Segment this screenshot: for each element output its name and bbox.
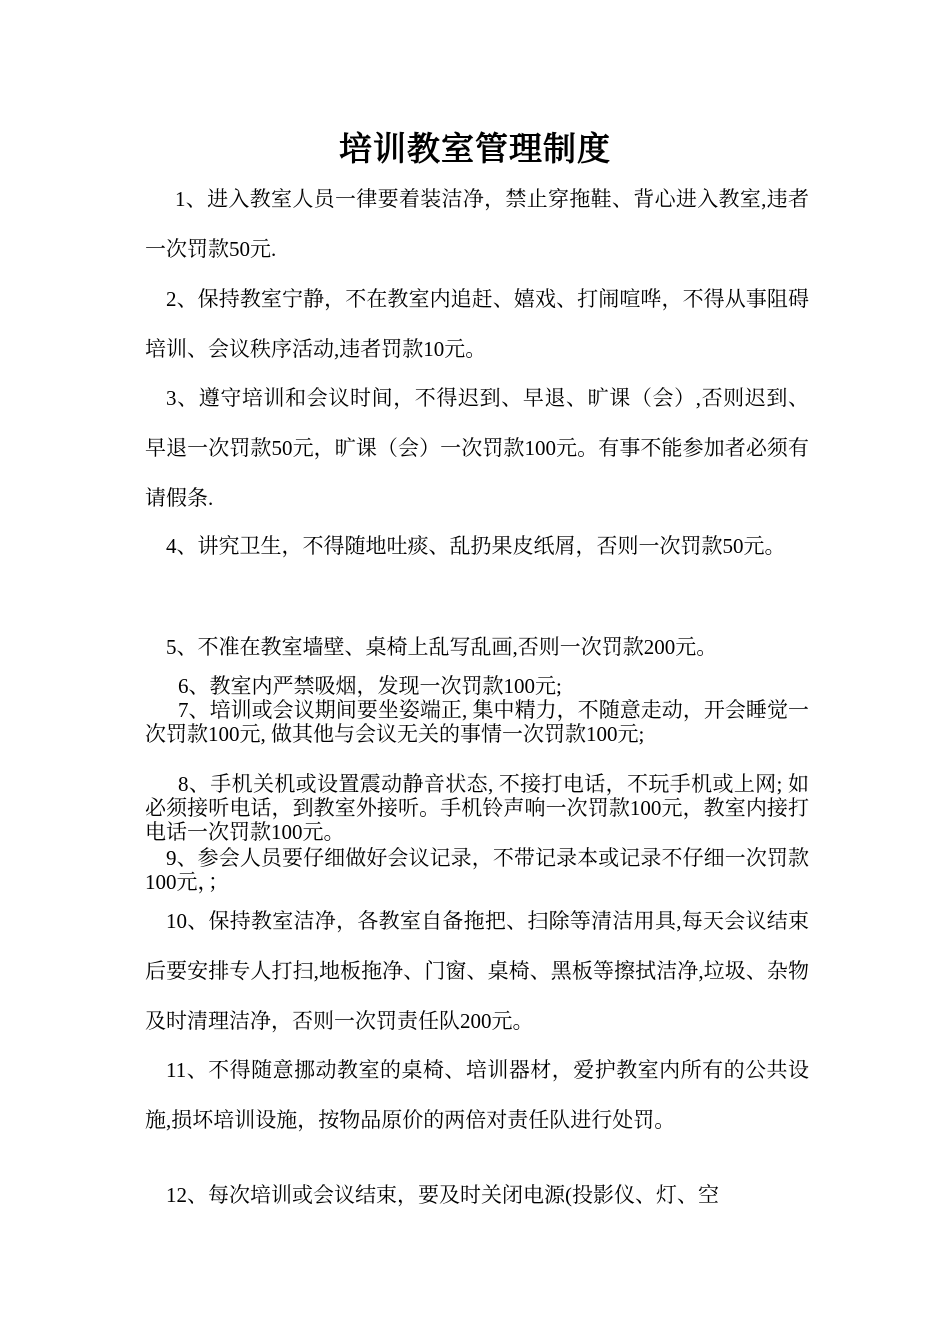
rule-4: 4、讲究卫生，不得随地吐痰、乱扔果皮纸屑，否则一次罚款50元。 — [166, 534, 786, 558]
rule-9: 9、参会人员要仔细做好会议记录，不带记录本或记录不仔细一次罚款100元，； — [145, 846, 809, 894]
rule-2: 2、保持教室宁静，不在教室内追赶、嬉戏、打闹喧哗，不得从事阻碍培训、会议秩序活动,违者罚款10元。 — [145, 287, 809, 361]
rule-7: 7、培训或会议期间要坐姿端正, 集中精力，不随意走动，开会睡觉一次罚款100元, 做其他与会议无关的事情一次罚款100元; — [145, 698, 809, 746]
rule-8: 8、手机关机或设置震动静音状态, 不接打电话，不玩手机或上网; 如必须接听电话，到教室外接听。手机铃声响一次罚款100元，教室内接打电话一次罚款100元。 — [145, 772, 809, 844]
rule-3: 3、遵守培训和会议时间，不得迟到、早退、旷课（会）,否则迟到、早退一次罚款50元，旷课（会）一次罚款100元。有事不能参加者必须有请假条. — [145, 386, 809, 510]
rule-12: 12、每次培训或会议结束，要及时关闭电源(投影仪、灯、空 — [166, 1183, 719, 1207]
rule-1: 1、进入教室人员一律要着装洁净，禁止穿拖鞋、背心进入教室,违者一次罚款50元. — [145, 187, 809, 261]
rule-6: 6、教室内严禁吸烟，发现一次罚款100元; — [178, 674, 562, 698]
document-title: 培训教室管理制度 — [339, 132, 611, 168]
rule-11: 11、不得随意挪动教室的桌椅、培训器材，爱护教室内所有的公共设施,损坏培训设施，按物品原价的两倍对责任队进行处罚。 — [145, 1058, 809, 1132]
rule-10: 10、保持教室洁净，各教室自备拖把、扫除等清洁用具,每天会议结束后要安排专人打扫,地板拖净、门窗、桌椅、黑板等擦拭洁净,垃圾、杂物及时清理洁净，否则一次罚责任队200元。 — [145, 909, 809, 1033]
rule-5: 5、不准在教室墙壁、桌椅上乱写乱画,否则一次罚款200元。 — [166, 635, 718, 659]
